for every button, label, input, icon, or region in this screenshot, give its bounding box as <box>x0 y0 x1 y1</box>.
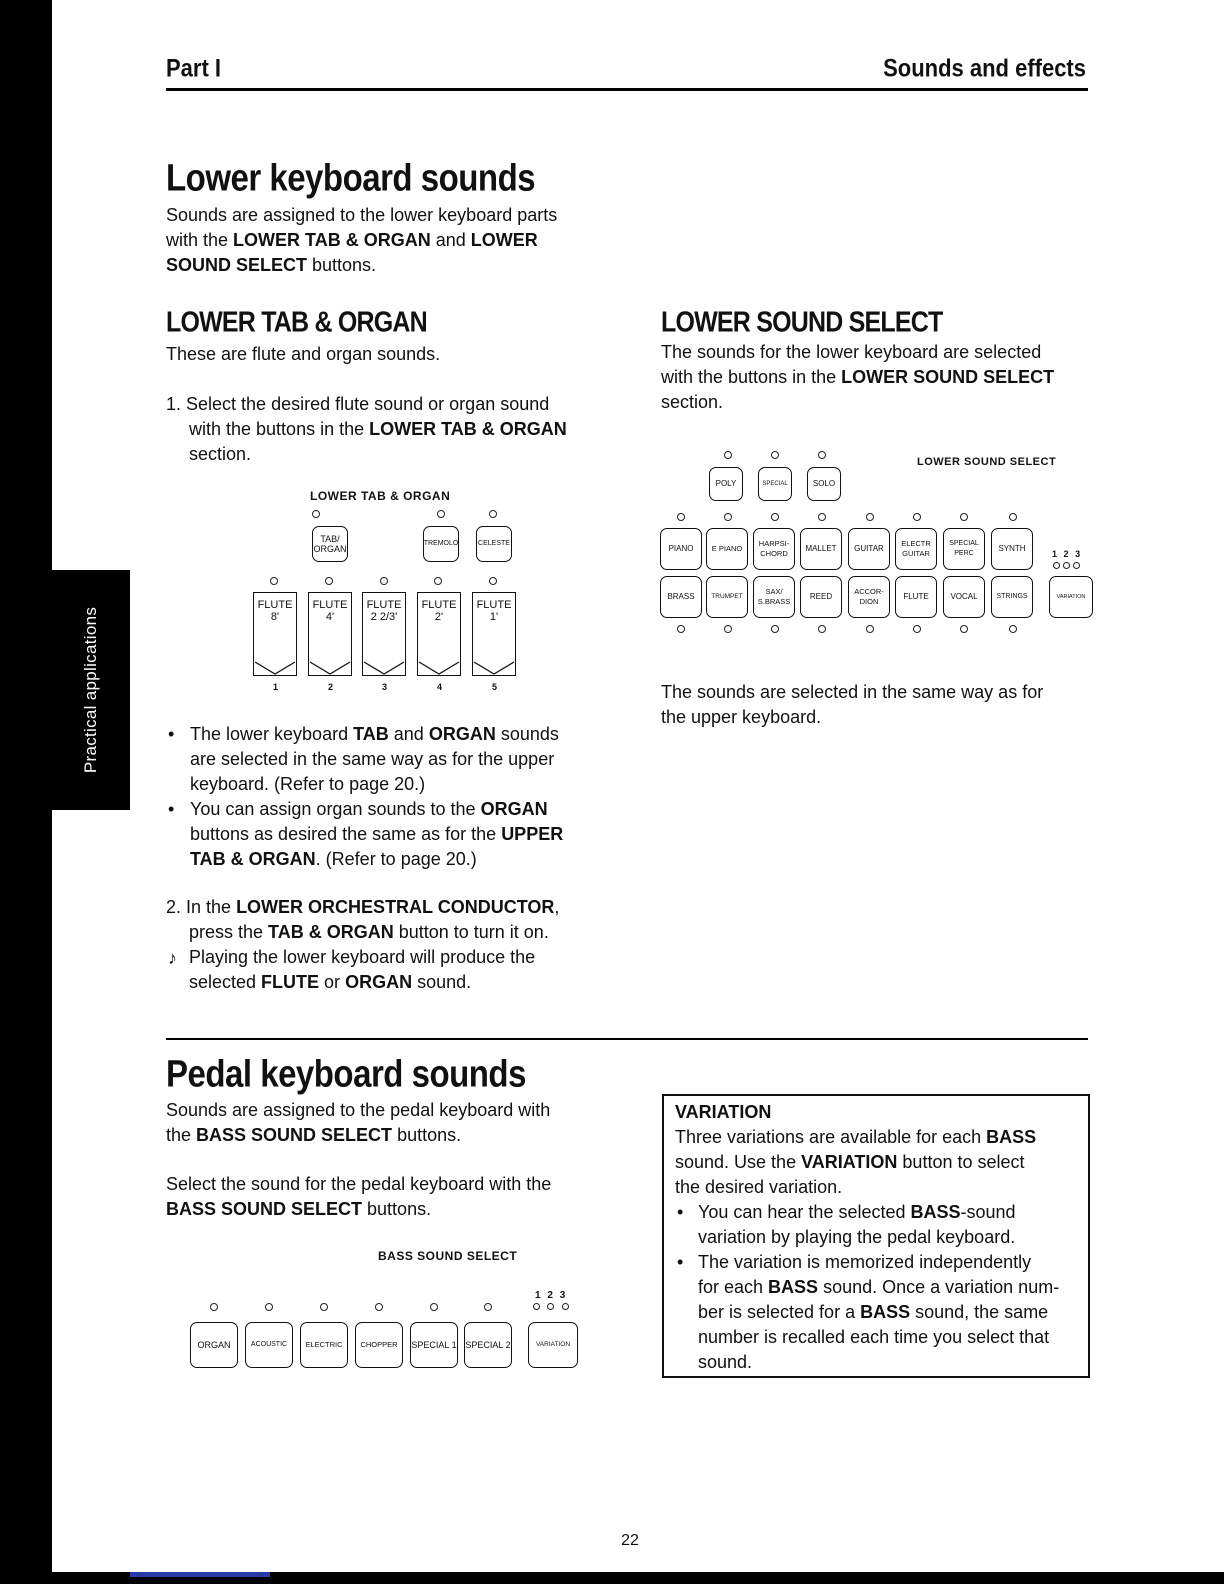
led <box>434 577 442 585</box>
piano-button[interactable]: PIANO <box>660 528 702 570</box>
variation-led <box>1053 562 1060 569</box>
poly-button[interactable]: POLY <box>709 467 743 501</box>
flute-tab-8[interactable]: FLUTE 8' <box>253 592 297 676</box>
led <box>724 625 732 633</box>
header-part: Part I <box>166 54 222 82</box>
mallet-button[interactable]: MALLET <box>800 528 842 570</box>
variation-led <box>547 1303 554 1310</box>
special-perc-button[interactable]: SPECIAL PERC <box>943 528 985 570</box>
flute-button[interactable]: FLUTE <box>895 576 937 618</box>
variation-box-bullets <box>675 1200 1083 1375</box>
list-item: • The lower keyboard TAB and ORGAN sounds are selected in the same way as for the upper keyboard. (Refer to page 20.) <box>168 724 559 794</box>
led <box>312 510 320 518</box>
led <box>724 513 732 521</box>
flute-tabs-bevels <box>253 592 517 676</box>
led <box>320 1303 328 1311</box>
led <box>771 625 779 633</box>
tab-organ-button[interactable]: TAB/ ORGAN <box>312 526 348 562</box>
variation-box-content: VARIATION Three variations are available for each BASS sound. Use the VARIATION button to select the desired variation. • You can hear the selected BASS-sound variation by playing the pedal keyboard. • The variation is memorized independently for each BASS sound. Once a variation num- ber is selected for a BASS sound, the same number is recalled each time you select that sound. <box>675 1100 1083 1375</box>
scan-edge-left <box>0 0 52 1584</box>
reed-button[interactable]: REED <box>800 576 842 618</box>
flute-tab-2-2-3[interactable]: FLUTE 2 2/3' <box>362 592 406 676</box>
led <box>724 451 732 459</box>
list-item: • You can hear the selected BASS-sound variation by playing the pedal keyboard. <box>677 1202 1016 1247</box>
tab-organ-panel-label: LOWER TAB & ORGAN <box>310 489 451 503</box>
tab-number: 1 <box>273 682 279 692</box>
accordion-button[interactable]: ACCOR-DION <box>848 576 890 618</box>
tremolo-button[interactable]: TREMOLO <box>423 526 459 562</box>
led <box>866 625 874 633</box>
flute-tab-4[interactable]: FLUTE 4' <box>308 592 352 676</box>
tab-organ-heading: LOWER TAB & ORGAN <box>166 306 427 339</box>
variation-info-box <box>662 1094 1090 1378</box>
led <box>380 577 388 585</box>
led <box>818 513 826 521</box>
lower-title: Lower keyboard sounds <box>166 156 536 199</box>
tab-organ-step2: 2. In the LOWER ORCHESTRAL CONDUCTOR, press the TAB & ORGAN button to turn it on. ♪ Playing the lower keyboard will produce the selected FLUTE or ORGAN sound. <box>166 897 560 992</box>
led <box>489 577 497 585</box>
header-section: Sounds and effects <box>883 54 1086 82</box>
sound-select-note: The sounds are selected in the same way as for the upper keyboard. <box>661 682 1044 727</box>
section-divider <box>166 1038 1088 1040</box>
variation-led <box>1073 562 1080 569</box>
variation-led <box>533 1303 540 1310</box>
led <box>960 513 968 521</box>
harpsichord-button[interactable]: HARPSI-CHORD <box>753 528 795 570</box>
special-button[interactable]: SPECIAL <box>758 467 792 501</box>
led <box>484 1303 492 1311</box>
page-number: 22 <box>621 1532 639 1549</box>
strings-button[interactable]: STRINGS <box>991 576 1033 618</box>
guitar-button[interactable]: GUITAR <box>848 528 890 570</box>
scan-edge-mark <box>130 1572 270 1577</box>
e-piano-button[interactable]: E PIANO <box>706 528 748 570</box>
tab-number: 4 <box>437 682 443 692</box>
bass-variation-numbers: 1 2 3 <box>535 1290 568 1301</box>
bass-acoustic-button[interactable]: ACOUSTIC <box>245 1322 293 1368</box>
led <box>771 513 779 521</box>
electric-guitar-button[interactable]: ELECTR GUITAR <box>895 528 937 570</box>
led <box>437 510 445 518</box>
list-item: • You can assign organ sounds to the ORGAN buttons as desired the same as for the UPPER TAB & ORGAN. (Refer to page 20.) <box>168 799 564 869</box>
side-tab-label: Practical applications <box>81 606 100 774</box>
led <box>265 1303 273 1311</box>
led <box>1009 513 1017 521</box>
celeste-button[interactable]: CELESTE <box>476 526 512 562</box>
variation-numbers: 1 2 3 <box>1052 549 1083 559</box>
led <box>913 625 921 633</box>
sound-select-desc: The sounds for the lower keyboard are selected with the buttons in the LOWER SOUND SELECT section. <box>661 342 1055 412</box>
variation-led <box>562 1303 569 1310</box>
led <box>677 513 685 521</box>
header-rule <box>166 88 1088 91</box>
bass-special-2-button[interactable]: SPECIAL 2 <box>464 1322 512 1368</box>
bass-electric-button[interactable]: ELECTRIC <box>300 1322 348 1368</box>
led <box>430 1303 438 1311</box>
lower-intro: Sounds are assigned to the lower keyboard parts with the LOWER TAB & ORGAN and LOWER SOUND SELECT buttons. <box>166 205 558 275</box>
led <box>960 625 968 633</box>
bass-organ-button[interactable]: ORGAN <box>190 1322 238 1368</box>
section-side-tab <box>52 570 130 810</box>
brass-button[interactable]: BRASS <box>660 576 702 618</box>
led <box>325 577 333 585</box>
led <box>818 625 826 633</box>
tab-organ-step1: 1. Select the desired flute sound or organ sound with the buttons in the LOWER TAB & ORGAN section. <box>166 394 567 464</box>
led <box>866 513 874 521</box>
tab-number: 5 <box>492 682 498 692</box>
led <box>489 510 497 518</box>
variation-box-title: VARIATION <box>675 1102 772 1122</box>
led <box>270 577 278 585</box>
led <box>771 451 779 459</box>
sound-select-panel-label: LOWER SOUND SELECT <box>917 456 1057 468</box>
tab-organ-bullets <box>166 722 606 872</box>
tab-number: 3 <box>382 682 388 692</box>
note-icon: ♪ <box>168 948 177 968</box>
led <box>1009 625 1017 633</box>
trumpet-button[interactable]: TRUMPET <box>706 576 748 618</box>
vocal-button[interactable]: VOCAL <box>943 576 985 618</box>
sound-select-heading: LOWER SOUND SELECT <box>661 306 943 339</box>
sax-brass-button[interactable]: SAX/ S.BRASS <box>753 576 795 618</box>
bass-chopper-button[interactable]: CHOPPER <box>355 1322 403 1368</box>
tab-number: 2 <box>328 682 334 692</box>
led <box>818 451 826 459</box>
synth-button[interactable]: SYNTH <box>991 528 1033 570</box>
led <box>677 625 685 633</box>
led <box>210 1303 218 1311</box>
bass-special-1-button[interactable]: SPECIAL 1 <box>410 1322 458 1368</box>
pedal-select: Select the sound for the pedal keyboard with the BASS SOUND SELECT buttons. <box>166 1174 552 1219</box>
lower-variation-button[interactable]: VARIATION <box>1049 576 1093 618</box>
bass-panel-label: BASS SOUND SELECT <box>378 1249 518 1263</box>
led <box>913 513 921 521</box>
flute-tab-2[interactable]: FLUTE 2' <box>417 592 461 676</box>
variation-led <box>1063 562 1070 569</box>
led <box>375 1303 383 1311</box>
bass-variation-button[interactable]: VARIATION <box>528 1322 578 1368</box>
list-item: • The variation is memorized independently for each BASS sound. Once a variation num- ber is selected for a BASS sound, the same number is recalled each time you select that sound. <box>677 1252 1060 1372</box>
solo-button[interactable]: SOLO <box>807 467 841 501</box>
flute-tab-1[interactable]: FLUTE 1' <box>472 592 516 676</box>
pedal-title: Pedal keyboard sounds <box>166 1052 526 1095</box>
tab-organ-desc: These are flute and organ sounds. <box>166 344 441 364</box>
pedal-intro: Sounds are assigned to the pedal keyboard with the BASS SOUND SELECT buttons. <box>166 1100 551 1145</box>
